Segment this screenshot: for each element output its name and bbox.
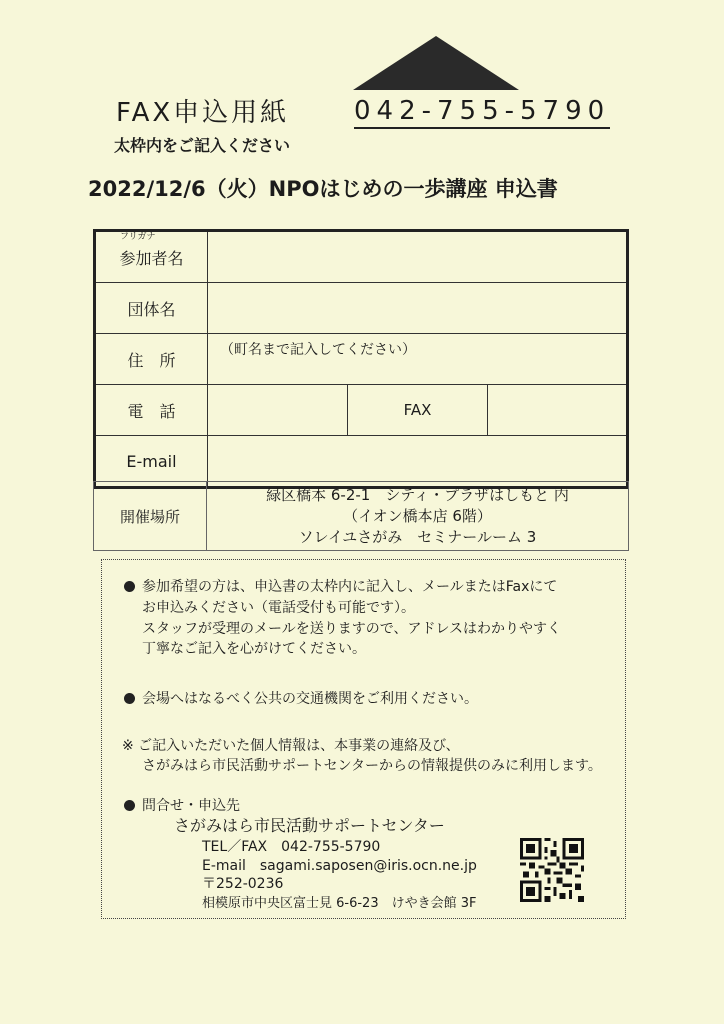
triangle-mark — [353, 36, 519, 90]
venue-line-2: （イオン橋本店 6階） — [343, 506, 492, 525]
venue-line-3: ソレイユさがみ セミナールーム 3 — [298, 527, 537, 546]
info-para1-line3: スタッフが受理のメールを送りますので、アドレスはわかりやすく — [142, 621, 562, 637]
address-label-cell — [95, 334, 208, 385]
phone-field[interactable] — [208, 385, 348, 436]
center-name: さがみはら市民活動サポートセンター — [174, 816, 445, 835]
privacy-note-line2: さがみはら市民活動サポートセンターからの情報提供のみに利用します。 — [142, 758, 602, 774]
application-form-table — [93, 229, 629, 489]
org-label: 団体名 — [127, 299, 176, 319]
email-label-cell — [95, 436, 208, 488]
fax-field[interactable] — [488, 385, 628, 436]
contact-heading-text: 問合せ・申込先 — [142, 798, 240, 814]
fax-number: 042-755-5790 — [354, 96, 610, 129]
address-label: 住 所 — [127, 350, 176, 370]
privacy-note-line1: ※ ご記入いただいた個人情報は、本事業の連絡及び、 — [122, 738, 460, 754]
info-para1-line2: お申込みください（電話受付も可能です）。 — [142, 600, 415, 616]
address-field[interactable] — [208, 334, 628, 385]
name-label-cell — [95, 231, 208, 283]
info-para1-line4: 丁寧なご記入を心がけてください。 — [142, 641, 366, 657]
name-label: 参加者名 — [119, 248, 184, 268]
furigana-label: フリガナ — [120, 232, 156, 242]
info-text: 参加希望の方は、申込書の太枠内に記入し、メールまたはFaxにて — [142, 579, 558, 595]
phone-label-cell — [95, 385, 208, 436]
venue-label-cell — [94, 482, 207, 551]
contact-heading — [124, 795, 240, 815]
bullet-icon — [124, 693, 135, 704]
info-para2 — [124, 688, 478, 708]
org-field[interactable] — [208, 283, 628, 334]
name-field[interactable] — [208, 231, 628, 283]
info-text: 会場へはなるべく公共の交通機関をご利用ください。 — [142, 691, 478, 707]
address-hint: （町名まで記入してください） — [220, 342, 416, 358]
info-para1-line1 — [124, 576, 557, 596]
bullet-icon — [124, 800, 135, 811]
fax-label: FAX — [403, 401, 432, 419]
contact-postal: 〒252-0236 — [202, 876, 284, 892]
fax-form-title: FAX申込用紙 — [116, 98, 290, 128]
contact-email: E-mail sagami.saposen@iris.ocn.ne.jp — [202, 858, 477, 874]
venue-details — [207, 482, 629, 551]
email-label: E-mail — [126, 451, 177, 471]
fill-instruction: 太枠内をご記入ください — [114, 136, 291, 155]
org-label-cell — [95, 283, 208, 334]
fax-label-cell — [348, 385, 488, 436]
bullet-icon — [124, 581, 135, 592]
email-field[interactable] — [208, 436, 628, 488]
qr-code-icon — [520, 838, 584, 902]
venue-label: 開催場所 — [119, 507, 180, 526]
venue-line-1: 緑区橋本 6-2-1 シティ・プラザはしもと 内 — [266, 485, 569, 504]
contact-tel-fax: TEL／FAX 042-755-5790 — [202, 839, 381, 855]
form-heading: 2022/12/6（火）NPOはじめの一歩講座 申込書 — [88, 177, 558, 201]
venue-table — [93, 481, 629, 551]
contact-address: 相模原市中央区富士見 6-6-23 けやき会館 3F — [202, 896, 477, 911]
phone-label: 電 話 — [127, 401, 176, 421]
